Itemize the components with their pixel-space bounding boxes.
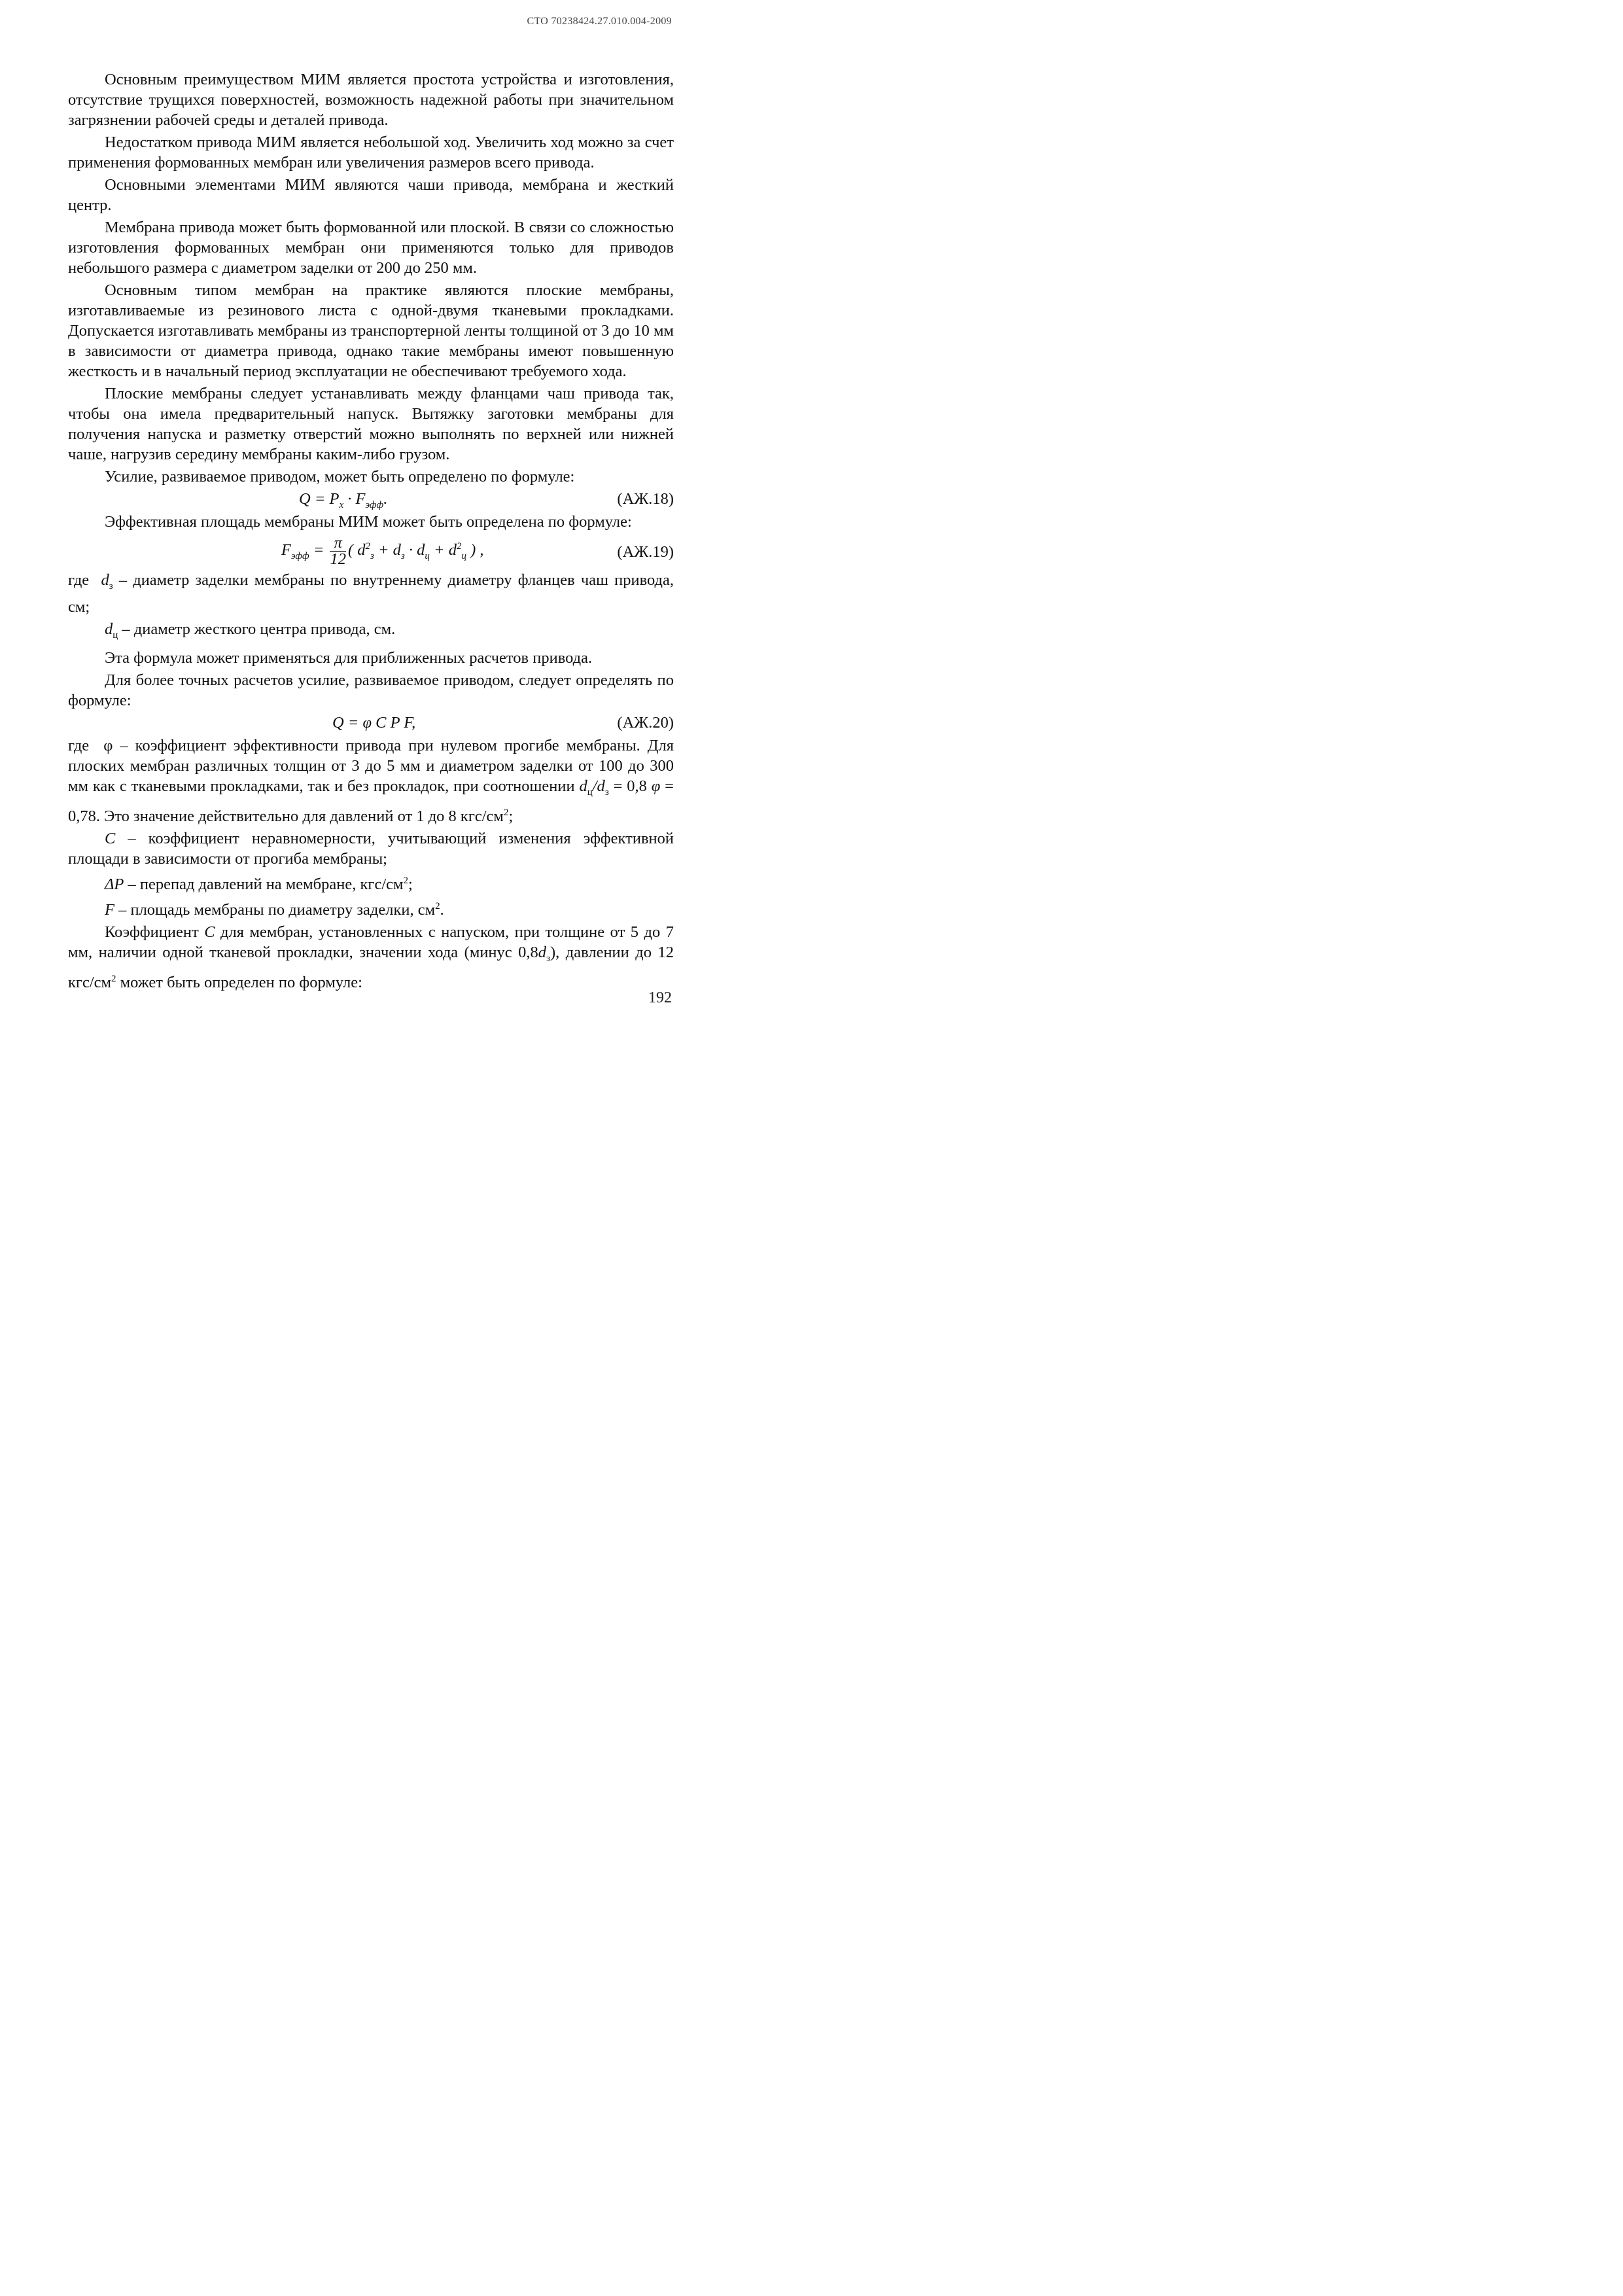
paragraph: Усилие, развиваемое приводом, может быть определено по формуле: [105,468,575,486]
equation-number: (АЖ.18) [617,490,674,508]
equation-aj18 [68,489,674,510]
paragraph: Эта формула может применяться для приближенных расчетов привода. [105,648,593,667]
paragraph: ΔP – перепад давлений на мембране, кгс/$см^2$; [105,875,413,893]
document-body [68,69,674,995]
paragraph: Эффективная площадь мембраны МИМ может быть определена по формуле: [105,513,632,531]
paragraph: C – коэффициент неравномерности, учитывающий изменения эффективной площади в зависимости от прогиба мембраны; [68,829,674,868]
equation-aj18-formula: $Q = P_x \cdot F_{эфф}$. [299,490,388,510]
paragraph: F – площадь мембраны по диаметру заделки, $см^2$. [105,900,444,919]
paragraph: Основными элементами МИМ являются чаши привода, мембрана и жесткий центр. [68,176,674,214]
paragraph: Для более точных расчетов усилие, развиваемое приводом, следует определять по формуле: [68,671,674,709]
fraction: $\frac{\pi}{12}$ [330,534,346,568]
paragraph: Плоские мембраны следует устанавливать между фланцами чаш привода так, чтобы она имела предварительный напуск. Вытяжку заготовки мембраны для получения напуска и разметку отверстий можно выполнять по верхней или нижней чаше, нагрузив середину мембраны каким-либо грузом. [68,385,674,463]
equation-aj19 [68,534,674,568]
document-code-header: СТО 70238424.27.010.004-2009 [527,16,672,27]
equation-aj20 [68,713,674,733]
paragraph: Основным преимуществом МИМ является простота устройства и изготовления, отсутствие трущихся поверхностей, возможность надежной работы при значительном загрязнении рабочей среды и деталей привода. [68,71,674,129]
paragraph: где φ – коэффициент эффективности привода при нулевом прогибе мембраны. Для плоских мембран различных толщин от 3 до 5 мм и диаметром заделки от 100 до 300 мм как с тканевыми прокладками, так и без прокладок, при соотношении $d_ц/d_з = 0,8$ φ = 0,78. Это значение действительно для давлений от 1 до 8 кгс/$см^2$; [68,736,674,825]
paragraph: $d_ц$ – диаметр жесткого центра привода, см. [105,620,396,641]
paragraph: Основным типом мембран на практике являются плоские мембраны, изготавливаемые из резинового листа с одной-двумя тканевыми прокладками. Допускается изготавливать мембраны из транспортерной ленты толщиной от 3 до 10 мм в зависимости от диаметра привода, однако такие мембраны имеют повышенную жесткость и в начальный период эксплуатации не обеспечивают требуемого хода. [68,281,674,380]
page-number: 192 [648,989,672,1006]
paragraph: Мембрана привода может быть формованной или плоской. В связи со сложностью изготовления формованных мембран они применяются только для приводов небольшого размера с диаметром заделки от 200 до 250 мм. [68,219,674,277]
paragraph: Недостатком привода МИМ является небольшой ход. Увеличить ход можно за счет применения формованных мембран или увеличения размеров всего привода. [68,133,674,171]
equation-number: (АЖ.20) [617,713,674,732]
paragraph: где $d_з$ – диаметр заделки мембраны по внутреннему диаметру фланцев чаш привода, см; [68,571,674,616]
equation-aj19-formula: $F_{эфф}$ = $\frac{\pi}{12}$ ( $d^2_з + d_з \cdot d_ц + d^2_ц$ ) , [281,534,484,568]
equation-number: (АЖ.19) [617,543,674,561]
equation-aj20-formula: Q = φ C P F, [332,713,416,732]
paragraph: Коэффициент C для мембран, установленных с напуском, при толщине от 5 до 7 мм, наличии одной тканевой прокладки, значении хода (минус $0,8d_з$), давлении до 12 кгс/$см^2$ может быть определен по формуле: [68,923,674,992]
